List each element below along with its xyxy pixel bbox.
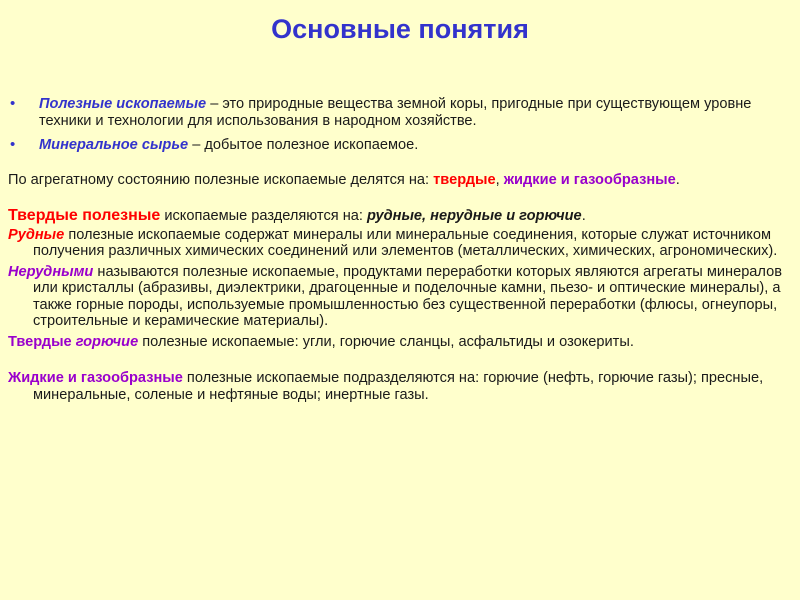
bullet-icon: •	[10, 136, 16, 153]
solid-text: ископаемые разделяются на:	[160, 208, 367, 224]
definition-list	[8, 96, 786, 154]
comma: ,	[495, 171, 500, 188]
slide-title: Основные понятия	[271, 14, 529, 44]
combustible-text: полезные ископаемые: угли, горючие сланцы, асфальтиды и озокериты.	[138, 333, 634, 350]
term: Полезные ископаемые	[39, 96, 207, 112]
list-item	[8, 137, 786, 154]
term: Минеральное сырье	[39, 137, 189, 153]
slide-body	[8, 96, 786, 403]
solid-term: Твердые полезные	[8, 207, 161, 224]
nonore-paragraph	[8, 264, 786, 330]
combustible-paragraph	[8, 334, 786, 351]
aggregate-text: По агрегатному состоянию полезные ископаемые делятся на:	[8, 171, 434, 188]
liquid-paragraph	[8, 370, 786, 403]
period: .	[675, 171, 680, 188]
list-item	[8, 96, 786, 129]
nonore-text: называются полезные ископаемые, продуктами переработки которых являются агрегаты минералов или кристаллы (абразивы, диэлектрики, драгоценные и поделочные камни, пьезо- и оптические минералы), а также горные породы, используемые промышленностью без существенной переработки (флюсы, огнеупоры, строительные и керамические материалы).	[33, 263, 782, 329]
liquid-gas-highlight: жидкие и газообразные	[499, 171, 676, 188]
period: .	[581, 208, 586, 224]
liquid-term: Жидкие и газообразные	[8, 370, 183, 386]
ore-paragraph	[8, 227, 786, 260]
solid-paragraph	[8, 208, 786, 225]
liquid-text: полезные ископаемые подразделяются на: горючие (нефть, горючие газы); пресные, минеральные, соленые и нефтяные воды; инертные газы.	[33, 370, 764, 403]
definition-text: – это природные вещества земной коры, пригодные при существующем уровне техники и технологии для использования в народном хозяйстве.	[39, 96, 752, 129]
bullet-icon: •	[10, 95, 16, 112]
solid-types: рудные, нерудные и горючие	[366, 208, 582, 224]
combustible-term-b: горючие	[75, 333, 139, 350]
nonore-term: Нерудными	[8, 263, 94, 280]
ore-term: Рудные	[8, 226, 65, 243]
ore-text: полезные ископаемые содержат минералы или минеральные соединения, которые служат источником получения различных химических соединений или элементов (металлических, химических, агрономических).	[33, 226, 778, 259]
combustible-term-a: Твердые	[8, 333, 72, 350]
aggregate-paragraph	[8, 172, 786, 189]
solid-highlight: твердые	[433, 171, 496, 188]
definition-text: – добытое полезное ископаемое.	[188, 137, 419, 153]
